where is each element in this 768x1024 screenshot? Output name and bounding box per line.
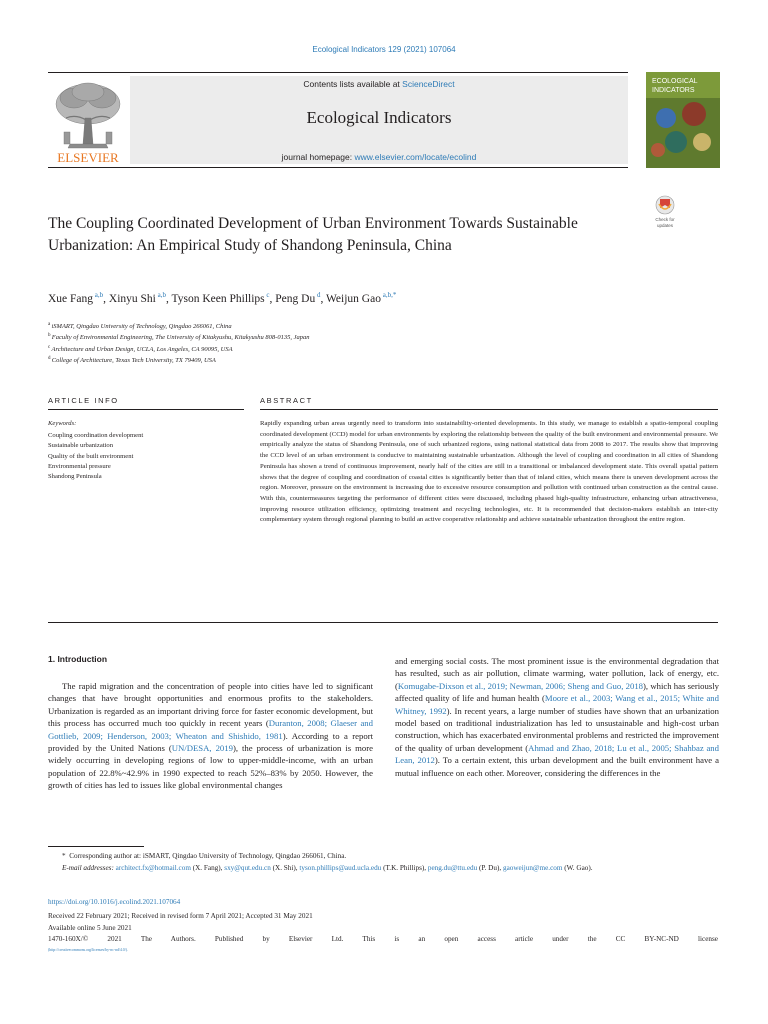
email-link[interactable]: tyson.phillips@aud.ucla.edu: [299, 863, 382, 872]
email-owner: (P. Du),: [477, 863, 503, 872]
abstract-heading: ABSTRACT: [260, 396, 313, 405]
keyword-item: Coupling coordination development: [48, 432, 144, 439]
author-affiliation-mark[interactable]: a,b,*: [380, 291, 397, 299]
email-link[interactable]: peng.du@ttu.edu: [427, 863, 478, 872]
cover-title-1: ECOLOGICAL: [652, 78, 698, 85]
author-affiliation-mark[interactable]: a,b: [93, 291, 104, 299]
body-text: The rapid migration and the concentration of people into cities have led to significant changes that have brought opportunities and enormous profits to the stakeholders. Urbanization is regarded as an important driving force for faster economic development, but this process has occurred much too quickly in recent years (: [48, 681, 373, 729]
affiliation-item: $^c$ Architecture and Urban Design, UCLA, Los Angeles, CA 90095, USA: [48, 344, 233, 354]
cover-art-icon: [646, 72, 720, 168]
email-owner: (W. Gao).: [562, 863, 593, 872]
check-for-updates-icon: [650, 194, 680, 230]
author-list: Xue Fang $^{a,b}$, Xinyu Shi $^{a,b}$, Tyson Keen Phillips $^c$, Peng Du $^d$, Weijun Gao $^{a,b,*}$: [48, 291, 397, 305]
keyword-item: Quality of the built environment: [48, 452, 134, 460]
author-name[interactable]: Xinyu Shi: [108, 292, 156, 305]
sciencedirect-link[interactable]: ScienceDirect: [402, 79, 455, 89]
author-name[interactable]: Xue Fang: [48, 292, 94, 305]
citation-link[interactable]: Komugabe-Dixson et al., 2019; Newman, 2006; Sheng and Guo, 2018: [397, 680, 644, 691]
journal-name: Ecological Indicators: [306, 108, 452, 127]
body-text: ). In recent years, a large number of studies have shown that an urbanization model based on traditional industrialization has led to unsustainable and high-cost urban construction, which has exacerbated environmental problems and restricted the improvement of the quality of urban development (: [395, 705, 719, 753]
affiliations: [48, 320, 309, 366]
citation-link[interactable]: Ahmad and Zhao, 2018; Lu et al., 2005; Shahbaz and Lean, 2012: [395, 742, 719, 766]
body-text: ), the process of urbanization is more widely occurring in developing regions of low to upper-middle-income, with an urban population of 22.8%~42.9% in 1990 expected to reach 52%–83% by 2050. However, the growth of cities has led to issues like global environmental changes: [48, 743, 373, 791]
svg-text:Check for: Check for: [655, 217, 675, 222]
article-info-rule: [48, 409, 244, 410]
svg-text:updates: updates: [656, 223, 674, 228]
author-affiliation-mark[interactable]: a,b: [155, 291, 166, 299]
article-info-heading: ARTICLE INFO: [48, 396, 119, 405]
author-name[interactable]: Peng Du: [275, 292, 316, 305]
journal-homepage-line: journal homepage: www.elsevier.com/locate/ecolind: [281, 152, 477, 162]
available-online-date: Available online 5 June 2021: [48, 924, 132, 932]
keywords-label: Keywords:: [48, 420, 77, 427]
affiliation-item: $^b$ Faculty of Environmental Engineering, The University of Kitakyushu, Kitakyushu 808-0135, Japan: [48, 333, 310, 342]
abstract-rule: [260, 409, 718, 410]
copyright-statement: 1470-160X/© 2021 The Authors. Published by Elsevier Ltd. This is an open access article under the CC BY-NC-ND license: [48, 935, 718, 943]
introduction-heading: 1. Introduction: [48, 654, 108, 664]
email-link[interactable]: gaoweijun@me.com: [502, 863, 563, 872]
corresponding-asterisk: *: [62, 852, 70, 860]
journal-cover-image[interactable]: [646, 72, 720, 168]
received-dates: Received 22 February 2021; Received in revised form 7 April 2021; Accepted 31 May 2021: [48, 912, 313, 920]
doi-link[interactable]: https://doi.org/10.1016/j.ecolind.2021.107064: [48, 898, 181, 906]
cover-title-2: INDICATORS: [652, 87, 695, 94]
journal-homepage-link[interactable]: www.elsevier.com/locate/ecolind: [354, 152, 477, 162]
body-text: ). To a certain extent, this urban development and the built environment have a mutual influence on each other. Moreover, considering the differences in the: [395, 755, 719, 778]
journal-citation[interactable]: Ecological Indicators 129 (2021) 107064: [312, 45, 456, 54]
citation-link[interactable]: Moore et al., 2003; Wang et al., 2015; White and Whitney, 1992: [395, 693, 719, 716]
author-name[interactable]: Tyson Keen Phillips: [171, 292, 265, 305]
body-text: ), which has seriously affected quality of life and human health (: [395, 680, 720, 704]
keyword-item: Shandong Peninsula: [48, 473, 102, 481]
keyword-item: Environmental pressure: [48, 462, 111, 470]
affiliation-item: $^d$ College of Architecture, Texas Tech University, TX 79409, USA: [48, 356, 216, 365]
intro-column-right: [395, 655, 719, 779]
email-owner: (T.K. Phillips),: [381, 863, 428, 872]
citation-link[interactable]: UN/DESA, 2019: [171, 743, 233, 754]
contents-available-line: Contents lists available at ScienceDirect: [303, 79, 455, 89]
author-affiliation-mark[interactable]: c: [264, 291, 270, 299]
intro-column-left: [48, 680, 373, 792]
corresponding-author-footnote: * Corresponding author at: iSMART, Qingdao University of Technology, Qingdao 266061, China. E-mail addresses: architect.fx@hotmail.com (X. Fang), sxy@qut.edu.cn (X. Shi), tyson.phillips@aud.ucla.edu (T.K. Phillips), peng.du@ttu.edu (P. Du), gaoweijun@me.com (W. Gao).: [48, 851, 718, 875]
check-for-updates-badge[interactable]: [650, 194, 680, 230]
email-owner: (X. Fang),: [190, 863, 225, 872]
abstract-text: Rapidly expanding urban areas urgently need to transform into sustainability-oriented developments. In this study, we manage to establish a spatio-temporal coupling coordinated development (CCD) model for urban environments by exploring the relationship between the quality of the built environment and environmental pressure. We empirically analyze the status of Shandong Peninsula, one of such urbanized regions, using national statistical data from 2008 to 2017. The results show that improving the CCD level of an urban environment is conducive to maintaining sustainable urbanization. Although the level of coupling and coordination in all cities of Shandong Peninsula has shown a trend of continuous improvement, nearly half of the cities are still in a transitional or imbalanced development state. This overall spatial pattern shows that the degree of coupling and coordination of coastal cities is significantly better than that of inland cities, which means there is uneven development across the region. Moreover, pressure on the environment is increasing due to excessive resource consumption and pollution with continued urban construction as the central cause. With this, countermeasures targeting the performance of different cities were discussed, including phased high-quality infrastructure, enhancing urban attractiveness, improving resource utilization efficiency, optimizing treatment and recycling technologies, etc. It is recommended that decision-makers establish an inter-city complementary system through regional planning to build an active cooperative relationship and achieve sustainable urbanization throughout the entire region.: [260, 420, 718, 524]
author-affiliation-mark[interactable]: d: [315, 291, 321, 299]
keywords-list: [48, 431, 143, 482]
body-text: ). According to a report provided by the United Nations (: [48, 730, 374, 754]
body-text: and emerging social costs. The most prominent issue is the environmental degradation that has resulted, such as air pollution, climate warming, water pollution, lack of energy, etc. (: [395, 656, 719, 691]
email-owner: (X. Shi),: [270, 863, 300, 872]
keyword-item: Sustainable urbanization: [48, 442, 114, 450]
license-link[interactable]: (http://creativecommons.org/licenses/by-nc-nd/4.0/).: [48, 948, 128, 952]
email-link[interactable]: sxy@qut.edu.cn: [224, 863, 271, 872]
article-title: The Coupling Coordinated Development of Urban Environment Towards Sustainable Urbanization: An Empirical Study of Shandong Peninsula, China: [48, 215, 578, 254]
abstract-bottom-rule: [48, 622, 718, 623]
email-addresses: E-mail addresses: architect.fx@hotmail.com (X. Fang), sxy@qut.edu.cn (X. Shi), tyson.phillips@aud.ucla.edu (T.K. Phillips), peng.du@ttu.edu (P. Du), gaoweijun@me.com (W. Gao).: [62, 863, 593, 872]
elsevier-tree-icon: [52, 78, 124, 164]
email-link[interactable]: architect.fx@hotmail.com: [115, 863, 191, 872]
footnote-rule: [48, 846, 144, 847]
citation-link[interactable]: Duranton, 2008; Glaeser and Gottlieb, 2009; Henderson, 2003; Wheaton and Shishido, 1981: [48, 718, 373, 741]
elsevier-logo: [52, 78, 124, 164]
elsevier-wordmark: ELSEVIER: [57, 150, 119, 164]
author-name[interactable]: Weijun Gao: [326, 292, 381, 305]
affiliation-item: $^a$ iSMART, Qingdao University of Technology, Qingdao 266061, China: [48, 322, 232, 331]
